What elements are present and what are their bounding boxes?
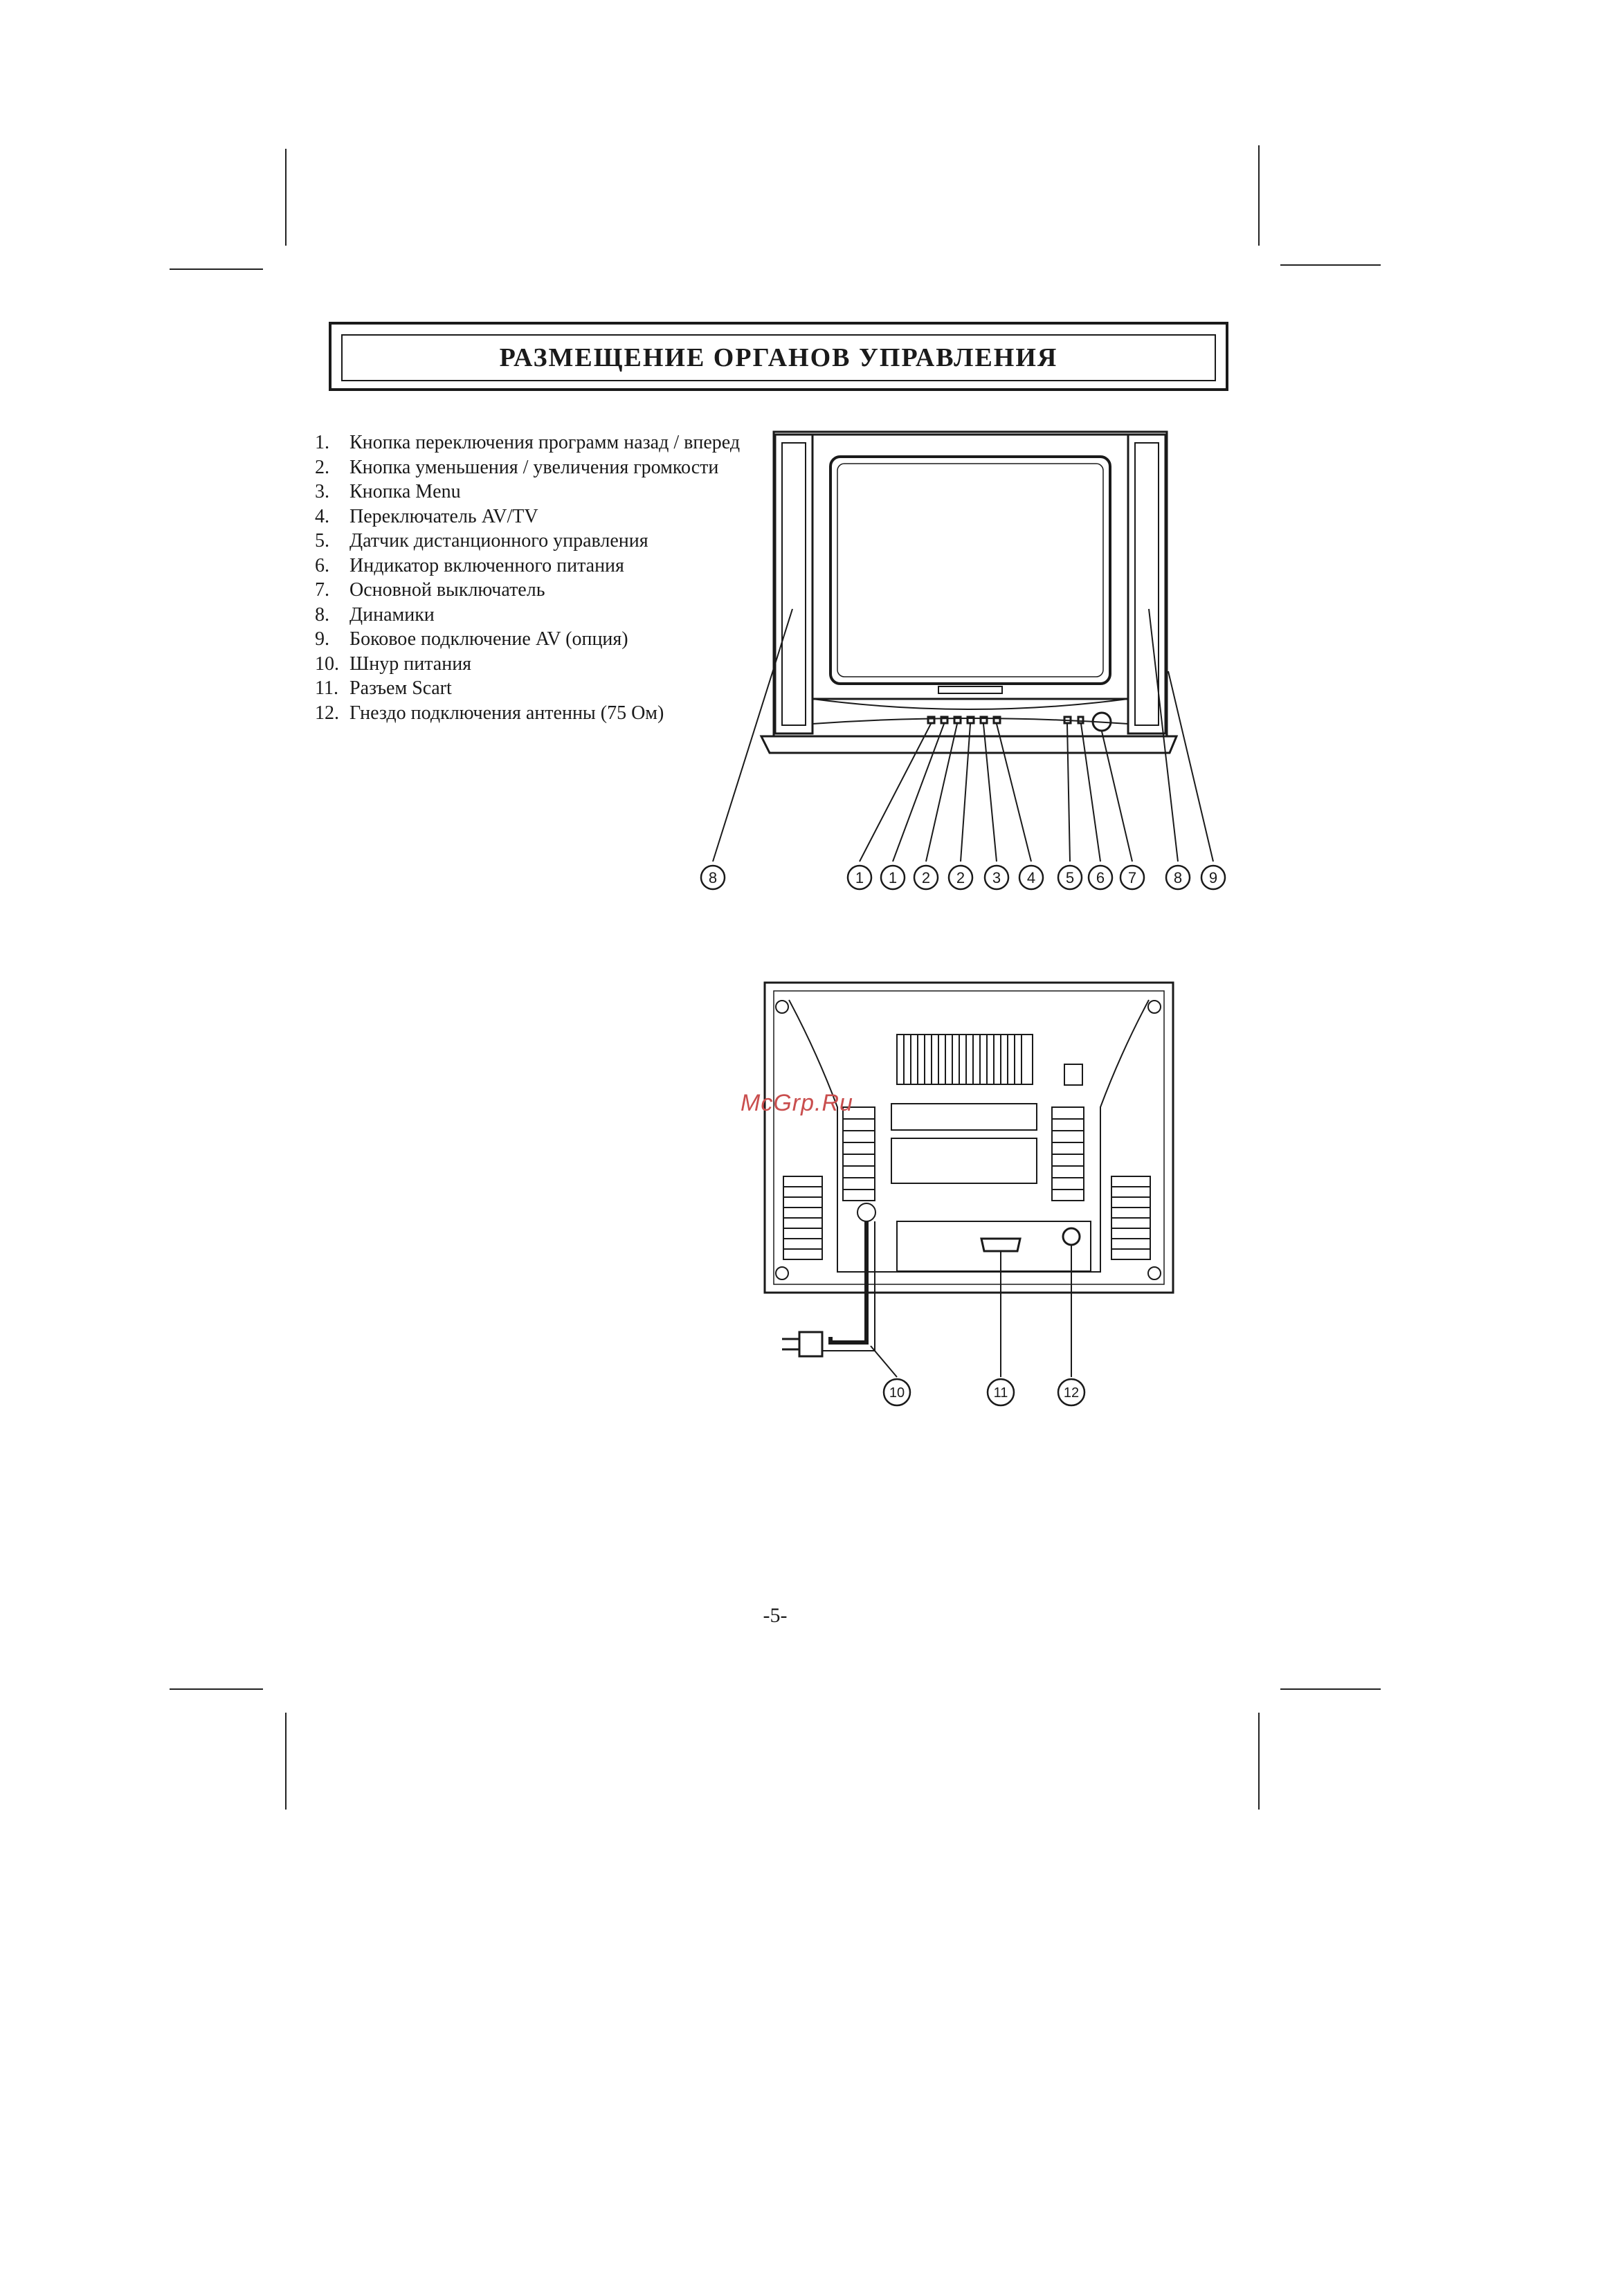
- front-callout-label: 3: [992, 869, 1001, 886]
- rear-label-panel: [891, 1104, 1037, 1130]
- button-vol-up: [968, 717, 974, 723]
- rear-callout-label: 12: [1063, 1385, 1080, 1401]
- page-number: -5-: [763, 1604, 788, 1627]
- screw-hole: [1148, 1001, 1161, 1013]
- tv-screen: [830, 457, 1110, 684]
- front-callout-label: 8: [1173, 869, 1183, 886]
- front-callout-label: 6: [1096, 869, 1105, 886]
- button-vol-down: [954, 717, 961, 723]
- legend-item-text: Индикатор включенного питания: [349, 554, 624, 576]
- legend-item-number: 11.: [315, 677, 338, 699]
- button-prog-down: [928, 717, 934, 723]
- front-callout-label: 7: [1127, 869, 1137, 886]
- button-prog-up: [941, 717, 947, 723]
- scart-connector: [981, 1239, 1020, 1251]
- legend-item-number: 6.: [315, 554, 329, 576]
- front-callout-label: 8: [708, 869, 718, 886]
- legend-item-text: Боковое подключение AV (опция): [349, 628, 628, 650]
- rear-speaker-grille-right: [1111, 1176, 1150, 1259]
- screw-hole: [776, 1267, 788, 1279]
- legend-item-number: 3.: [315, 481, 329, 502]
- legend-item-text: Шнур питания: [349, 653, 472, 675]
- front-callout-label: 4: [1026, 869, 1036, 886]
- right-speaker-grille: [1135, 443, 1159, 725]
- legend-item-number: 10.: [315, 653, 339, 675]
- front-callout-label: 2: [921, 869, 931, 886]
- legend-item-number: 8.: [315, 603, 329, 626]
- crop-mark-bottom-left-vertical: [285, 1713, 287, 1810]
- antenna-socket: [1063, 1228, 1080, 1245]
- section-title: РАЗМЕЩЕНИЕ ОРГАНОВ УПРАВЛЕНИЯ: [341, 334, 1216, 381]
- tv-front-cabinet: [774, 432, 1167, 736]
- legend-item-text: Датчик дистанционного управления: [349, 530, 648, 552]
- legend-item-number: 5.: [315, 530, 329, 552]
- side-vent-grille-right: [1052, 1107, 1084, 1201]
- right-speaker-panel: [1128, 435, 1165, 734]
- rear-label-panel: [891, 1138, 1037, 1183]
- crop-mark-bottom-right-horizontal: [1280, 1688, 1381, 1690]
- legend-item-text: Кнопка Menu: [349, 481, 461, 502]
- screen-bezel: [812, 435, 1128, 699]
- connector-panel: [897, 1221, 1091, 1271]
- tv-front-diagram: [0, 0, 1607, 927]
- rear-leader-lines: [871, 1245, 1071, 1377]
- legend-item-text: Кнопка переключения программ назад / вперед: [349, 432, 741, 453]
- rear-callouts: [884, 1379, 1084, 1405]
- front-callout-label: 2: [956, 869, 965, 886]
- legend-item-number: 7.: [315, 579, 329, 601]
- rear-speaker-grille-left: [783, 1176, 822, 1259]
- crop-mark-bottom-right-vertical: [1258, 1713, 1260, 1810]
- legend-item-number: 2.: [315, 456, 329, 478]
- legend-item-text: Гнездо подключения антенны (75 Ом): [349, 702, 664, 724]
- legend-item-text: Динамики: [349, 603, 435, 626]
- screen-bezel-bevel: [812, 699, 1128, 709]
- screw-hole: [776, 1001, 788, 1013]
- power-indicator: [1078, 717, 1083, 723]
- screw-hole: [1148, 1267, 1161, 1279]
- side-vent-grille-left: [843, 1107, 875, 1201]
- legend-item-number: 4.: [315, 505, 329, 527]
- legend-item-number: 9.: [315, 628, 329, 650]
- brand-strip: [938, 686, 1002, 693]
- front-callout-label: 5: [1065, 869, 1075, 886]
- power-plug: [799, 1332, 822, 1356]
- power-cord: [830, 1221, 866, 1342]
- left-speaker-panel: [775, 435, 812, 734]
- front-callout-label: 1: [855, 869, 864, 886]
- button-av-tv: [994, 717, 1000, 723]
- legend-item-text: Разъем Scart: [349, 677, 452, 699]
- legend-item-text: Основной выключатель: [349, 579, 545, 601]
- front-callout-label: 9: [1208, 869, 1218, 886]
- rear-callout-label: 11: [993, 1385, 1008, 1401]
- tv-screen-inner: [837, 464, 1103, 677]
- top-vent-grille: [897, 1035, 1033, 1084]
- rear-callout-label: 10: [889, 1385, 905, 1401]
- left-speaker-grille: [782, 443, 806, 725]
- front-callout-label: 1: [888, 869, 898, 886]
- watermark: McGrp.Ru: [741, 1090, 853, 1116]
- button-menu: [981, 717, 987, 723]
- legend-item-text: Переключатель AV/TV: [349, 505, 538, 527]
- tv-rear-diagram: [0, 955, 1607, 1439]
- power-cord-entry: [857, 1203, 875, 1221]
- legend-item-number: 12.: [315, 702, 339, 724]
- legend-item-number: 1.: [315, 432, 329, 453]
- crop-mark-bottom-left-horizontal: [170, 1688, 263, 1690]
- rear-switch: [1064, 1064, 1082, 1085]
- legend-item-text: Кнопка уменьшения / увеличения громкости: [349, 456, 719, 478]
